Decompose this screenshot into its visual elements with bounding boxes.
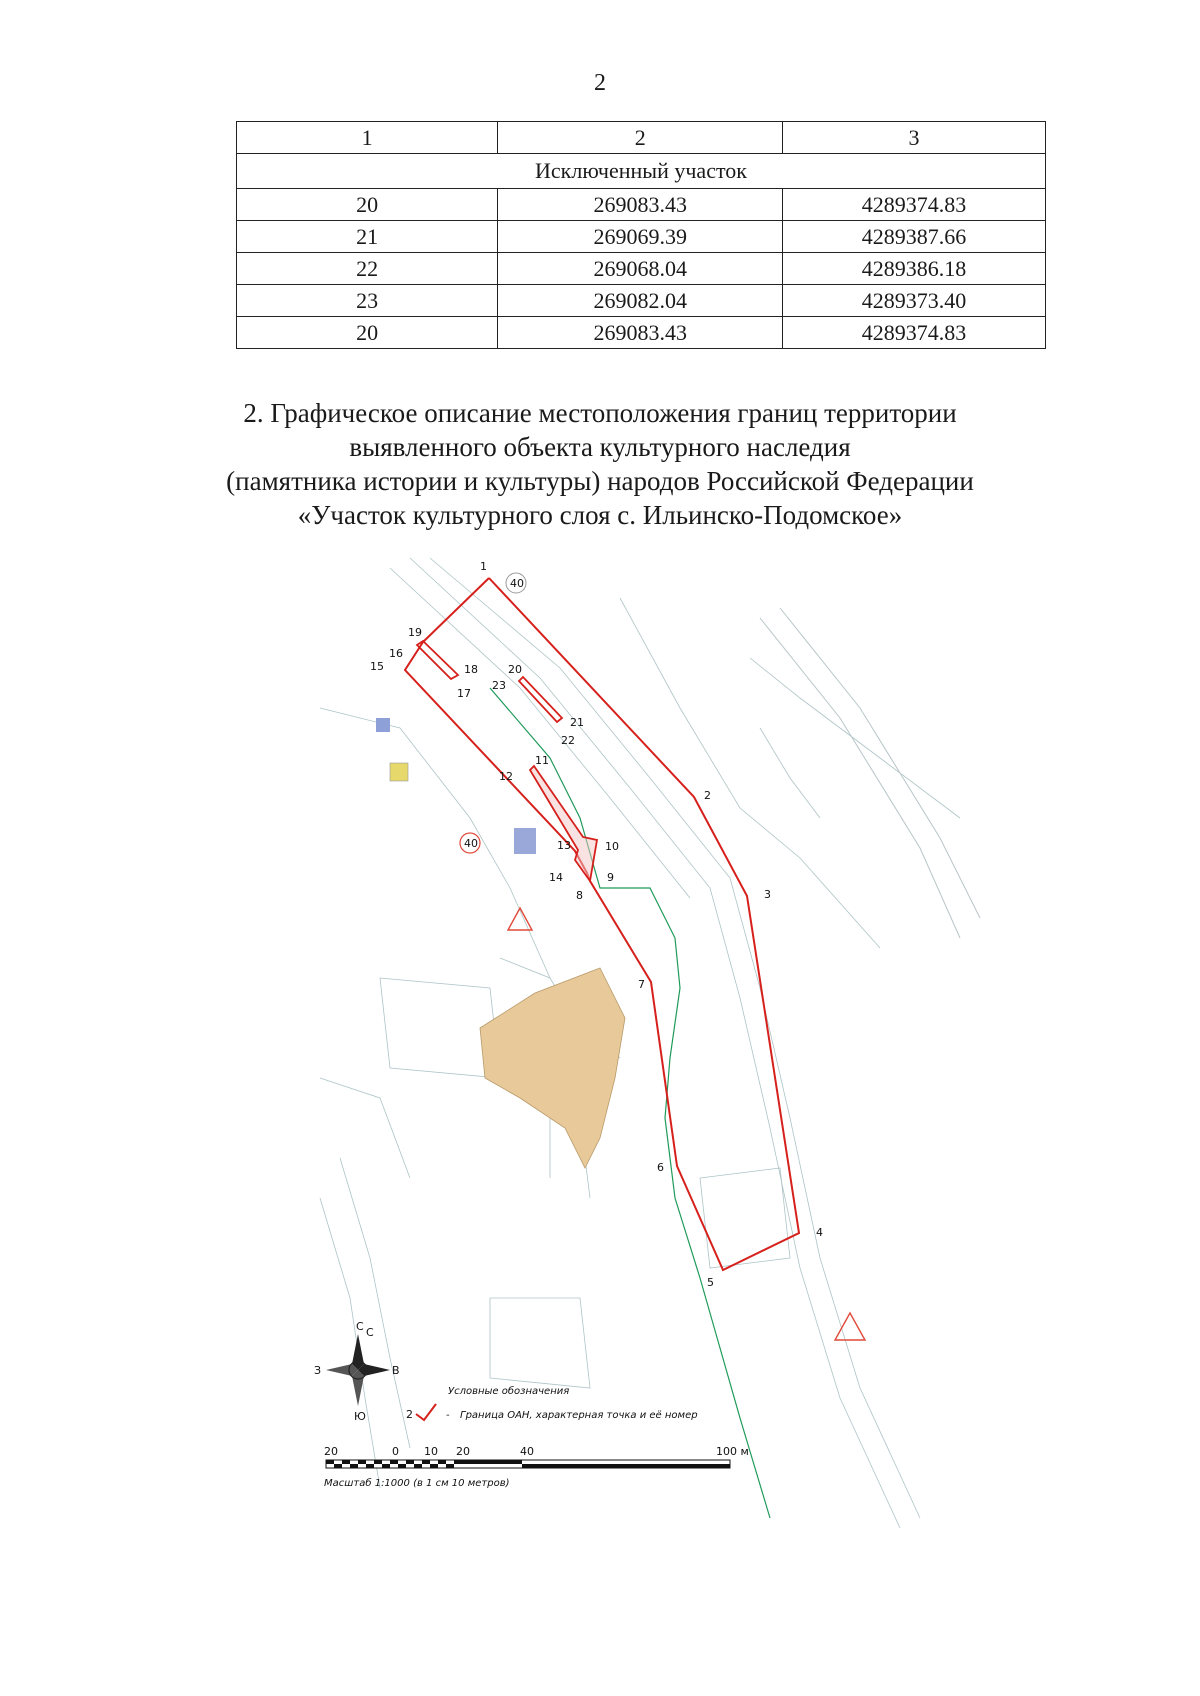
table-cell: 4289374.83 [783,189,1046,221]
legend-description: Граница ОАН, характерная точка и её номер [460,1410,698,1421]
point-label: 19 [408,626,422,639]
table-row [237,189,1046,221]
point-label: 3 [764,888,771,901]
table-section-title: Исключенный участок [237,154,1046,189]
scale-caption: Масштаб 1:1000 (в 1 см 10 метров) [324,1478,510,1489]
section-heading [0,396,1200,532]
table-cell: 23 [237,285,498,317]
point-label: 16 [389,647,403,660]
point-label: 14 [549,871,563,884]
point-label: 11 [535,754,549,767]
point-label: 22 [561,734,575,747]
site-plan-map [314,558,980,1568]
map-svg [314,558,980,1568]
compass-west-label: З [314,1364,322,1377]
point-label: 23 [492,679,506,692]
map-symbol-icon [390,763,408,781]
table-header-cell: 3 [783,122,1046,154]
phone-icon [514,828,536,854]
table-cell: 20 [237,317,498,349]
table-header-cell: 1 [237,122,498,154]
heading-line: выявленного объекта культурного наследия [349,432,851,462]
table-cell: 4289373.40 [783,285,1046,317]
point-label: 20 [508,663,522,676]
point-label: 15 [370,660,384,673]
table-cell: 4289386.18 [783,253,1046,285]
table-cell: 269082.04 [498,285,783,317]
compass-east-label: В [392,1364,400,1377]
point-label: 18 [464,663,478,676]
map-symbol-icon [376,718,390,732]
table-cell: 269068.04 [498,253,783,285]
point-label: 13 [557,839,571,852]
point-label: 9 [607,871,614,884]
point-label: 1 [480,560,487,573]
table-row [237,253,1046,285]
page-number: 2 [594,70,606,96]
compass-north-label: С [356,1320,364,1333]
scale-tick-label: 20 [324,1445,338,1458]
scale-tick-label: 100 м [716,1445,749,1458]
compass-south-label: Ю [354,1410,366,1423]
table-cell: 22 [237,253,498,285]
scale-tick-label: 20 [456,1445,470,1458]
scale-tick-label: 40 [520,1445,534,1458]
point-label: 2 [704,789,711,802]
heading-line: (памятника истории и культуры) народов Российской Федерации [226,466,974,496]
table-cell: 4289387.66 [783,221,1046,253]
scale-tick-label: 0 [392,1445,399,1458]
table-section-row [237,154,1046,189]
coordinates-table [236,121,1046,349]
table-cell: 269069.39 [498,221,783,253]
speed-sign-label: 40 [464,837,478,850]
table-cell: 4289374.83 [783,317,1046,349]
table-header-row [237,122,1046,154]
heading-line: «Участок культурного слоя с. Ильинско-Подомское» [297,500,903,530]
speed-sign-label: 40 [510,577,524,590]
legend-sample-number: 2 [406,1408,413,1421]
legend-dash: - [446,1410,450,1421]
legend-title: Условные обозначения [448,1386,570,1397]
table-header-cell: 2 [498,122,783,154]
point-label: 12 [499,770,513,783]
table-row [237,317,1046,349]
point-label: 7 [638,978,645,991]
point-label: 6 [657,1161,664,1174]
compass-north-mag-label: С [366,1326,374,1339]
table-cell: 269083.43 [498,189,783,221]
point-label: 21 [570,716,584,729]
point-label: 5 [707,1276,714,1289]
table-cell: 269083.43 [498,317,783,349]
scale-tick-label: 10 [424,1445,438,1458]
point-label: 17 [457,687,471,700]
heading-line: 2. Графическое описание местоположения границ территории [243,398,957,428]
table-cell: 20 [237,189,498,221]
table-cell: 21 [237,221,498,253]
point-label: 4 [816,1226,823,1239]
point-label: 8 [576,889,583,902]
table-row [237,221,1046,253]
table-row [237,285,1046,317]
point-label: 10 [605,840,619,853]
